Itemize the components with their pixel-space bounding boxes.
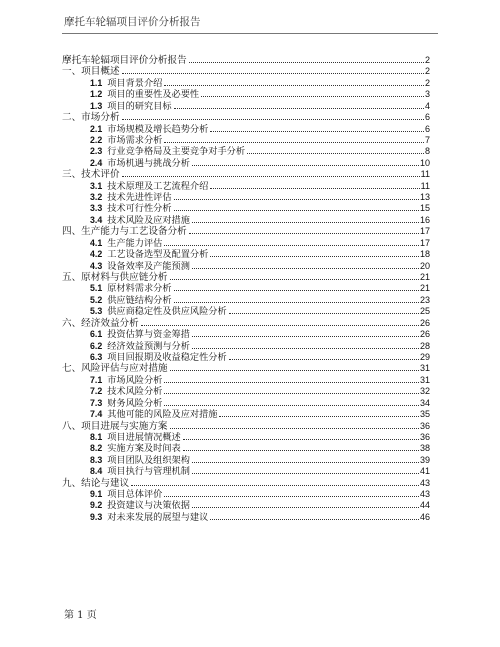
toc-dot-leader (189, 62, 424, 63)
toc-entry-page: 32 (419, 386, 430, 397)
toc-dot-leader (229, 313, 419, 314)
toc-entry-title: 六、经济效益分析 (62, 317, 139, 329)
toc-entry-title: 对未来发展的展望与建议 (107, 511, 209, 523)
toc-entry[interactable] (62, 295, 430, 306)
toc-entry[interactable] (62, 249, 430, 260)
toc-entry[interactable] (62, 455, 430, 466)
toc-dot-leader (192, 473, 419, 474)
toc-entry-title: 项目背景介绍 (107, 77, 163, 89)
toc-entry-title: 技术原理及工艺流程介绍 (107, 180, 209, 192)
toc-entry-title: 项目回报期及收益稳定性分析 (107, 351, 227, 363)
toc-entry-page: 25 (419, 306, 430, 317)
toc-entry-page: 28 (419, 340, 430, 351)
toc-entry-page: 31 (419, 374, 430, 385)
toc-dot-leader (164, 405, 419, 406)
toc-entry-page: 17 (419, 226, 430, 237)
toc-dot-leader (170, 370, 419, 371)
toc-dot-leader (192, 222, 419, 223)
toc-dot-leader (189, 233, 419, 234)
toc-entry-page: 39 (419, 454, 430, 465)
toc-entry-number: 3.4 (90, 214, 103, 225)
toc-entry[interactable] (62, 112, 430, 123)
toc-dot-leader (192, 165, 419, 166)
toc-entry[interactable] (62, 238, 430, 249)
toc-entry-number: 8.2 (90, 443, 103, 454)
toc-entry[interactable] (62, 215, 430, 226)
toc-entry-number: 4.3 (90, 260, 103, 271)
toc-entry-number: 2.4 (90, 157, 103, 168)
toc-entry-title: 项目总体评价 (107, 489, 163, 501)
toc-entry-page: 36 (419, 431, 430, 442)
toc-entry-page: 7 (424, 134, 430, 145)
toc-dot-leader (122, 73, 424, 74)
toc-entry-number: 3.2 (90, 192, 103, 203)
toc-dot-leader (192, 348, 419, 349)
toc-entry[interactable] (62, 329, 430, 340)
toc-entry-title: 市场风险分析 (107, 374, 163, 386)
toc-entry[interactable] (62, 192, 430, 203)
toc-dot-leader (210, 256, 419, 257)
toc-entry[interactable] (62, 181, 430, 192)
toc-entry-title: 七、风险评估与应对措施 (62, 363, 168, 375)
header-divider (62, 33, 438, 34)
toc-entry[interactable] (62, 489, 430, 500)
toc-entry[interactable] (62, 318, 430, 329)
toc-entry[interactable] (62, 89, 430, 100)
toc-entry-title: 经济效益预测与分析 (107, 340, 190, 352)
toc-entry-number: 6.1 (90, 329, 103, 340)
toc-entry-page: 16 (419, 214, 430, 225)
toc-entry-page: 6 (424, 112, 430, 123)
toc-entry-page: 8 (424, 146, 430, 157)
toc-entry-title: 其他可能的风险及应对措施 (107, 409, 218, 421)
toc-entry-page: 38 (419, 443, 430, 454)
toc-entry[interactable] (62, 203, 430, 214)
toc-entry-title: 财务风险分析 (107, 397, 163, 409)
toc-entry-title: 市场规模及增长趋势分析 (107, 123, 209, 135)
toc-entry-number: 7.4 (90, 409, 103, 420)
toc-dot-leader (174, 290, 419, 291)
toc-entry[interactable] (62, 409, 430, 420)
toc-entry-page: 2 (424, 55, 430, 65)
toc-entry[interactable] (62, 261, 430, 272)
toc-entry-title: 九、结论与建议 (62, 477, 130, 489)
toc-entry-title: 项目团队及组织架构 (107, 454, 190, 466)
toc-dot-leader (183, 439, 419, 440)
toc-entry-title: 投资估算与资金筹措 (107, 329, 190, 341)
toc-entry[interactable] (62, 512, 430, 523)
toc-entry[interactable] (62, 158, 430, 169)
toc-dot-leader (174, 199, 419, 200)
toc-entry-number: 5.2 (90, 294, 103, 305)
toc-entry-title: 实施方案及时间表 (107, 443, 181, 455)
toc-entry-title: 工艺设备选型及配置分析 (107, 249, 209, 261)
toc-entry-number: 8.1 (90, 431, 103, 442)
toc-entry-page: 21 (419, 283, 430, 294)
toc-entry[interactable] (62, 375, 430, 386)
toc-entry-title: 八、项目进展与实施方案 (62, 420, 168, 432)
toc-entry[interactable] (62, 66, 430, 77)
toc-dot-leader (164, 142, 424, 143)
toc-entry-title: 行业竞争格局及主要竞争对手分析 (107, 146, 246, 158)
toc-entry-page: 31 (419, 363, 430, 374)
toc-entry[interactable] (62, 283, 430, 294)
toc-entry-number: 1.1 (90, 77, 103, 88)
toc-entry-number: 2.2 (90, 134, 103, 145)
toc-entry-page: 36 (419, 420, 430, 431)
toc-entry[interactable] (62, 135, 430, 146)
toc-entry-title: 项目执行与管理机制 (107, 466, 190, 478)
toc-entry-number: 9.1 (90, 489, 103, 500)
toc-entry[interactable] (62, 363, 430, 374)
page-header-title: 摩托车轮辐项目评价分析报告 (64, 16, 201, 28)
toc-entry[interactable] (62, 421, 430, 432)
toc-entry[interactable] (62, 352, 430, 363)
toc-entry-page: 10 (419, 157, 430, 168)
toc-dot-leader (183, 450, 419, 451)
toc-dot-leader (192, 507, 419, 508)
toc-entry[interactable] (62, 272, 430, 283)
toc-dot-leader (219, 416, 419, 417)
toc-dot-leader (229, 359, 419, 360)
toc-entry-number: 6.3 (90, 351, 103, 362)
toc-dot-leader (201, 96, 424, 97)
toc-entry-number: 9.3 (90, 511, 103, 522)
toc-dot-leader (247, 153, 424, 154)
toc-dot-leader (192, 268, 419, 269)
toc-entry-page: 44 (419, 500, 430, 511)
toc-entry-page: 17 (419, 237, 430, 248)
toc-entry-page: 41 (419, 466, 430, 477)
toc-entry-number: 2.3 (90, 146, 103, 157)
toc-dot-leader (170, 428, 419, 429)
toc-entry-page: 6 (424, 123, 430, 134)
toc-dot-leader (174, 108, 424, 109)
toc-entry-number: 6.2 (90, 340, 103, 351)
toc-entry-page: 2 (424, 66, 430, 77)
toc-dot-leader (122, 176, 420, 177)
toc-entry-page: 34 (419, 397, 430, 408)
toc-entry-title: 市场机遇与挑战分析 (107, 157, 190, 169)
toc-entry[interactable] (62, 466, 430, 477)
toc-entry[interactable] (62, 124, 430, 135)
toc-dot-leader (164, 393, 419, 394)
toc-dot-leader (210, 131, 424, 132)
toc-dot-leader (164, 245, 419, 246)
toc-entry-number: 5.1 (90, 283, 103, 294)
toc-entry-page: 21 (419, 272, 430, 283)
toc-entry-title: 设备效率及产能预测 (107, 260, 190, 272)
toc-entry-page: 43 (419, 477, 430, 488)
toc-entry-page: 2 (424, 77, 430, 88)
toc-entry[interactable] (62, 226, 430, 237)
toc-entry-number: 1.2 (90, 89, 103, 100)
toc-entry-title: 二、市场分析 (62, 112, 120, 124)
toc-entry[interactable] (62, 398, 430, 409)
toc-entry-title: 项目的重要性及必要性 (107, 89, 200, 101)
toc-entry-title: 一、项目概述 (62, 66, 120, 78)
toc-entry[interactable] (62, 55, 430, 66)
toc-entry[interactable] (62, 432, 430, 443)
toc-entry-title: 四、生产能力与工艺设备分析 (62, 226, 187, 238)
toc-entry-page: 23 (419, 294, 430, 305)
toc-entry-number: 3.3 (90, 203, 103, 214)
toc-entry-page: 26 (419, 317, 430, 328)
toc-entry-title: 供应商稳定性及供应风险分析 (107, 306, 227, 318)
toc-entry-number: 9.2 (90, 500, 103, 511)
toc-entry-number: 4.2 (90, 249, 103, 260)
toc-dot-leader (192, 336, 419, 337)
toc-entry-page: 11 (420, 169, 430, 180)
toc-entry-number: 8.3 (90, 454, 103, 465)
toc-entry-title: 三、技术评价 (62, 169, 120, 181)
toc-entry-title: 技术先进性评估 (107, 192, 172, 204)
toc-entry-page: 20 (419, 260, 430, 271)
toc-dot-leader (164, 85, 424, 86)
toc-entry-page: 13 (419, 192, 430, 203)
toc-entry-page: 11 (420, 180, 430, 191)
toc-entry-number: 7.3 (90, 397, 103, 408)
toc-entry-number: 5.3 (90, 306, 103, 317)
toc-dot-leader (174, 210, 419, 211)
toc-entry-title: 生产能力评估 (107, 237, 163, 249)
toc-entry-number: 3.1 (90, 180, 103, 191)
toc-dot-leader (210, 519, 419, 520)
toc-entry-title: 原材料需求分析 (107, 283, 172, 295)
toc-dot-leader (174, 302, 419, 303)
toc-entry-page: 15 (419, 203, 430, 214)
toc-entry-page: 3 (424, 89, 430, 100)
toc-entry[interactable] (62, 78, 430, 89)
toc-entry-page: 43 (419, 489, 430, 500)
toc-entry[interactable] (62, 386, 430, 397)
toc-entry[interactable] (62, 101, 430, 112)
toc-entry-title: 技术风险分析 (107, 386, 163, 398)
toc-entry[interactable] (62, 146, 430, 157)
toc-entry[interactable] (62, 443, 430, 454)
toc-entry-page: 4 (424, 100, 430, 111)
toc-dot-leader (141, 325, 419, 326)
toc-entry-title: 供应链结构分析 (107, 294, 172, 306)
toc-entry-title: 项目进展情况概述 (107, 431, 181, 443)
toc-entry-number: 7.1 (90, 374, 103, 385)
toc-entry-page: 18 (419, 249, 430, 260)
toc-entry-title: 技术风险及应对措施 (107, 214, 190, 226)
toc-entry[interactable] (62, 500, 430, 511)
toc-entry-number: 8.4 (90, 466, 103, 477)
page-number: 第 1 页 (64, 610, 97, 621)
toc-entry[interactable] (62, 169, 430, 180)
toc-entry[interactable] (62, 341, 430, 352)
toc-entry-title: 五、原材料与供应链分析 (62, 272, 168, 284)
toc-dot-leader (210, 188, 419, 189)
table-of-contents (62, 55, 430, 523)
toc-dot-leader (122, 119, 424, 120)
toc-entry-title: 技术可行性分析 (107, 203, 172, 215)
toc-entry-number: 2.1 (90, 123, 103, 134)
toc-entry[interactable] (62, 478, 430, 489)
toc-entry-number: 1.3 (90, 100, 103, 111)
toc-entry-page: 26 (419, 329, 430, 340)
toc-entry[interactable] (62, 306, 430, 317)
toc-entry-page: 46 (419, 511, 430, 522)
toc-entry-page: 29 (419, 351, 430, 362)
toc-dot-leader (164, 496, 419, 497)
toc-entry-title: 摩托车轮辐项目评价分析报告 (62, 55, 187, 66)
toc-entry-number: 7.2 (90, 386, 103, 397)
toc-dot-leader (131, 485, 419, 486)
toc-entry-title: 投资建议与决策依据 (107, 500, 190, 512)
toc-entry-page: 35 (419, 409, 430, 420)
toc-entry-title: 项目的研究目标 (107, 100, 172, 112)
toc-dot-leader (170, 279, 419, 280)
toc-entry-title: 市场需求分析 (107, 134, 163, 146)
toc-entry-number: 4.1 (90, 237, 103, 248)
toc-dot-leader (164, 382, 419, 383)
toc-dot-leader (192, 462, 419, 463)
